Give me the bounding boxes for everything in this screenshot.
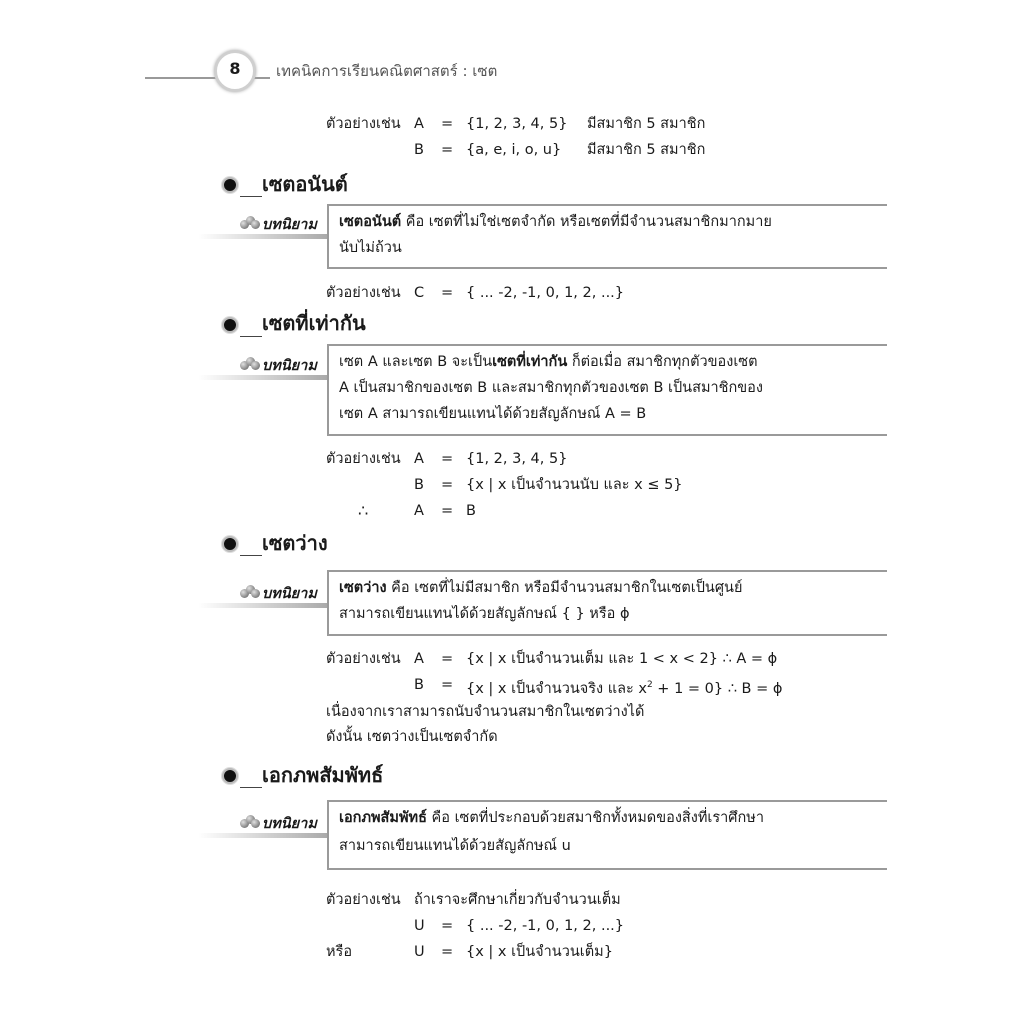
definition-icon: [240, 216, 260, 230]
heading-rule: [240, 336, 262, 337]
set-var: A: [414, 116, 424, 132]
set-value: {x | x เป็นจำนวนเต็ม และ 1 < x < 2} ∴ A = ϕ: [466, 651, 778, 667]
set-var: B: [414, 142, 424, 158]
definition-box: [327, 344, 887, 436]
equals: =: [441, 285, 454, 301]
definition-text: คือ เซตที่ประกอบด้วยสมาชิกทั้งหมดของสิ่งที่เราศึกษา: [426, 810, 764, 826]
equals: =: [441, 142, 454, 158]
example-label: ตัวอย่างเช่น: [326, 451, 401, 467]
definition-term: เอกภพสัมพัทธ์: [339, 810, 427, 826]
section-heading: เอกภพสัมพัทธ์: [262, 763, 384, 787]
equals: =: [441, 944, 454, 960]
set-var: A: [414, 451, 424, 467]
set-value-part: + 1 = 0} ∴ B = ϕ: [652, 680, 783, 697]
set-value: {x | x เป็นจำนวนนับ และ x ≤ 5}: [466, 477, 683, 493]
therefore-symbol: ∴: [358, 501, 369, 520]
definition-text: สามารถเขียนแทนได้ด้วยสัญลักษณ์ { } หรือ ϕ: [339, 606, 630, 622]
definition-icon: [240, 585, 260, 599]
definition-box: [327, 204, 887, 269]
set-note: มีสมาชิก 5 สมาชิก: [587, 116, 706, 132]
definition-text: ก็ต่อเมื่อ สมาชิกทุกตัวของเซต: [567, 354, 758, 370]
set-note: มีสมาชิก 5 สมาชิก: [587, 142, 706, 158]
definition-label: บทนิยาม: [262, 585, 317, 602]
definition-shadow: [198, 234, 327, 239]
section-heading: เซตที่เท่ากัน: [262, 311, 366, 335]
definition-label: บทนิยาม: [262, 815, 317, 832]
definition-label: บทนิยาม: [262, 216, 317, 233]
set-value: {1, 2, 3, 4, 5}: [466, 451, 568, 467]
set-value: {1, 2, 3, 4, 5}: [466, 116, 568, 132]
note-text: ดังนั้น เซตว่างเป็นเซตจำกัด: [326, 729, 498, 745]
set-value: { ... -2, -1, 0, 1, 2, ...}: [466, 918, 625, 934]
set-value: B: [466, 503, 476, 519]
definition-term: เซตอนันต์: [339, 214, 402, 230]
definition-box: [327, 800, 887, 870]
example-label: ตัวอย่างเช่น: [326, 285, 401, 301]
definition-shadow: [198, 375, 327, 380]
equals: =: [441, 677, 454, 693]
example-label: ตัวอย่างเช่น: [326, 116, 401, 132]
equals: =: [441, 116, 454, 132]
definition-text: A เป็นสมาชิกของเซต B และสมาชิกทุกตัวของเซต B เป็นสมาชิกของ: [339, 380, 763, 396]
equals: =: [441, 451, 454, 467]
definition-text: นับไม่ถ้วน: [339, 240, 402, 256]
set-var: B: [414, 677, 424, 693]
set-value: [466, 675, 782, 699]
definition-text: เซต A และเซต B จะเป็น: [339, 354, 493, 370]
section-heading: เซตว่าง: [262, 531, 328, 555]
definition-shadow: [198, 833, 327, 838]
set-var: U: [414, 944, 425, 960]
set-var: U: [414, 918, 425, 934]
note-text: เนื่องจากเราสามารถนับจำนวนสมาชิกในเซตว่างได้: [326, 704, 645, 720]
set-value: { ... -2, -1, 0, 1, 2, ...}: [466, 285, 625, 301]
definition-text: คือ เซตที่ไม่มีสมาชิก หรือมีจำนวนสมาชิกในเซตเป็นศูนย์: [386, 580, 743, 596]
set-var: A: [414, 651, 424, 667]
definition-text: คือ เซตที่ไม่ใช่เซตจำกัด หรือเซตที่มีจำนวนสมาชิกมากมาย: [401, 214, 772, 230]
bullet-icon: [222, 317, 238, 333]
heading-rule: [240, 787, 262, 788]
set-value: {x | x เป็นจำนวนเต็ม}: [466, 944, 613, 960]
exponent: 2: [646, 680, 653, 690]
set-var: B: [414, 477, 424, 493]
bullet-icon: [222, 536, 238, 552]
or-label: หรือ: [326, 944, 353, 960]
page-number-circle: [214, 50, 256, 92]
equals: =: [441, 918, 454, 934]
equals: =: [441, 477, 454, 493]
equals: =: [441, 651, 454, 667]
definition-text: สามารถเขียนแทนได้ด้วยสัญลักษณ์ u: [339, 838, 571, 854]
bullet-icon: [222, 768, 238, 784]
definition-icon: [240, 357, 260, 371]
example-intro: ถ้าเราจะศึกษาเกี่ยวกับจำนวนเต็ม: [414, 892, 621, 908]
definition-box: [327, 570, 887, 636]
set-var: A: [414, 503, 424, 519]
definition-term: เซตที่เท่ากัน: [492, 354, 568, 370]
definition-term: เซตว่าง: [339, 580, 387, 596]
heading-rule: [240, 555, 262, 556]
bullet-icon: [222, 177, 238, 193]
section-heading: เซตอนันต์: [262, 172, 348, 196]
set-value-part: {x | x เป็นจำนวนจริง และ x: [466, 680, 647, 697]
definition-text: เซต A สามารถเขียนแทนได้ด้วยสัญลักษณ์ A = B: [339, 406, 647, 422]
example-label: ตัวอย่างเช่น: [326, 892, 401, 908]
equals: =: [441, 503, 454, 519]
example-label: ตัวอย่างเช่น: [326, 651, 401, 667]
heading-rule: [240, 196, 262, 197]
set-var: C: [414, 285, 425, 301]
book-title: เทคนิคการเรียนคณิตศาสตร์ : เซต: [276, 62, 498, 80]
set-value: {a, e, i, o, u}: [466, 142, 562, 158]
definition-icon: [240, 815, 260, 829]
definition-shadow: [198, 603, 327, 608]
page-number: 8: [229, 59, 241, 78]
definition-label: บทนิยาม: [262, 357, 317, 374]
